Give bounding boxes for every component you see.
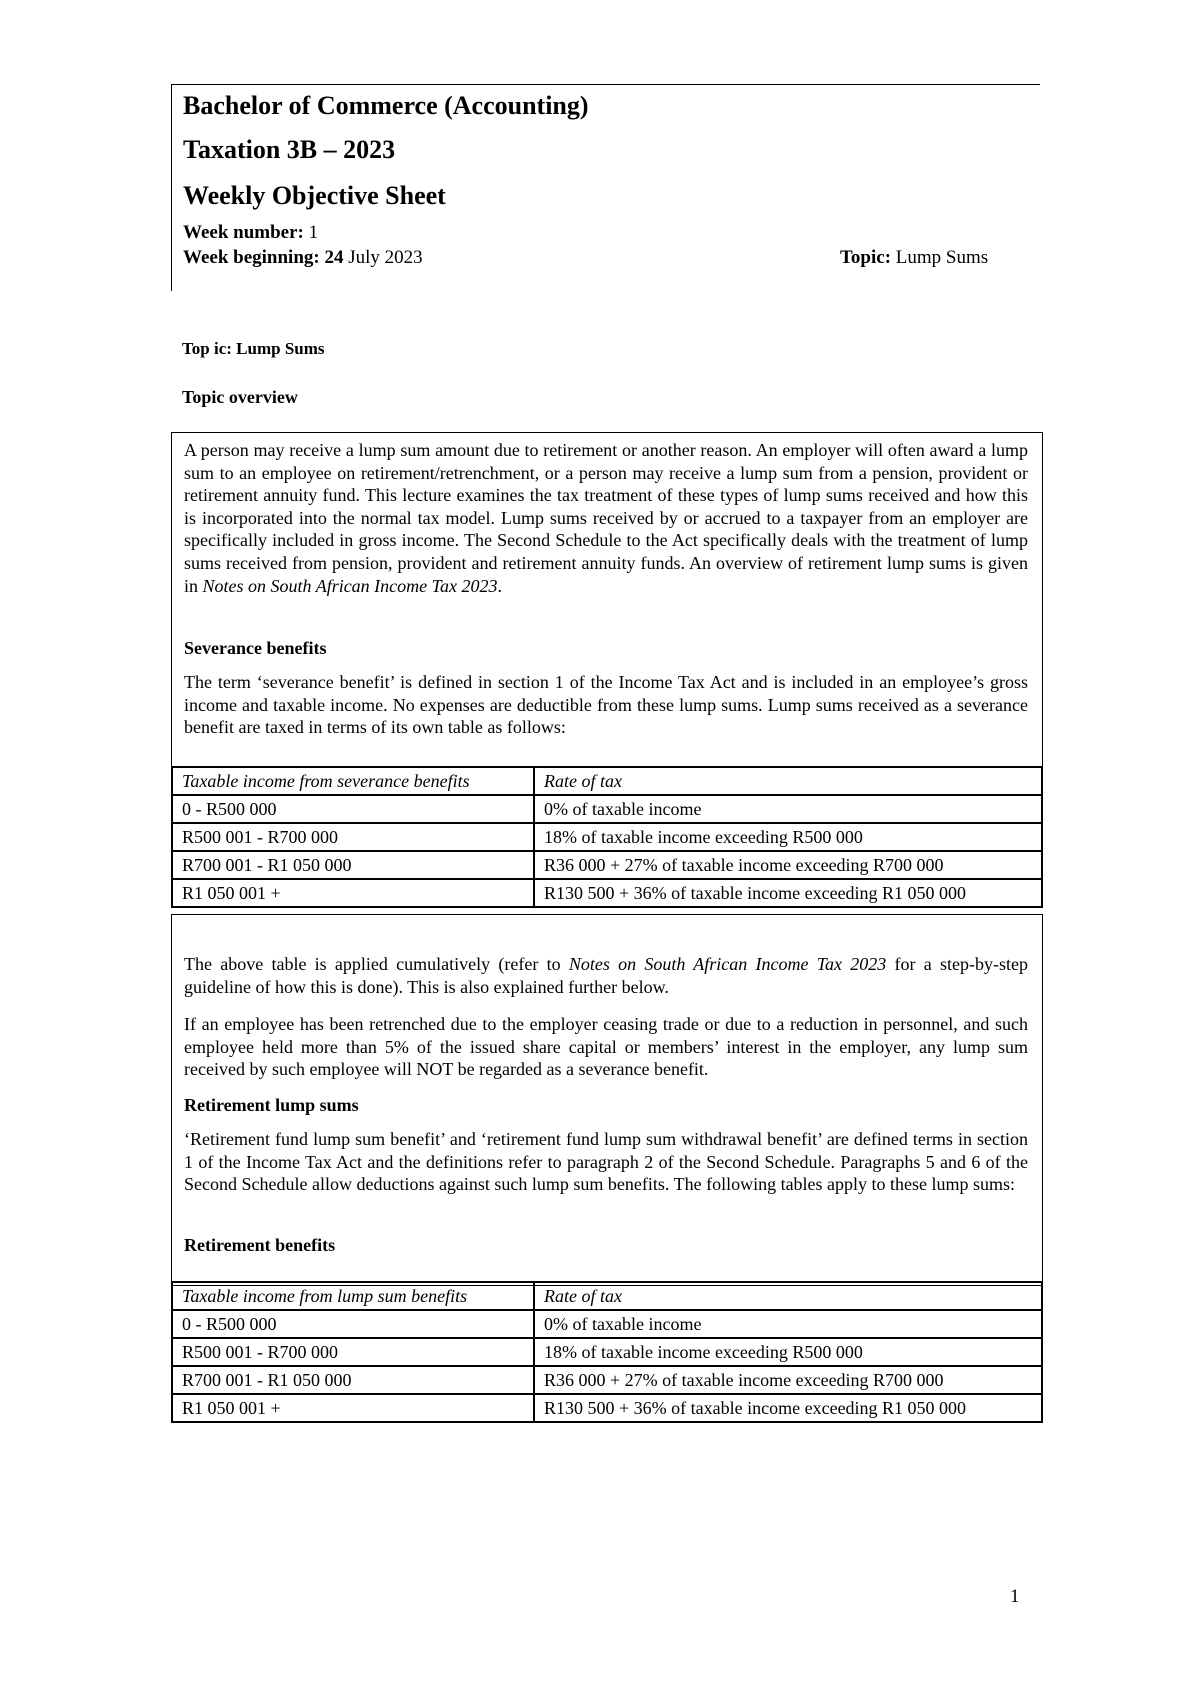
week-beginning-label: Week beginning: — [183, 247, 320, 268]
retrenchment-paragraph: If an employee has been retrenched due to the employer ceasing trade or due to a reduction in personnel, and such employee held more than 5% of the issued share capital or members’ interest in the employer, any lump sum received by such employee will NOT be regarded as a severance benefit. — [184, 1014, 1028, 1080]
table-cell: R130 500 + 36% of taxable income exceeding R1 050 000 — [534, 1394, 1042, 1422]
overview-heading: Topic overview — [182, 387, 298, 407]
retirement-heading: Retirement lump sums — [184, 1095, 359, 1115]
retirement-table — [171, 1281, 1043, 1423]
header-topic-value: Lump Sums — [895, 247, 989, 268]
table-cell: R36 000 + 27% of taxable income exceeding R700 000 — [534, 1366, 1042, 1394]
table-cell: R700 001 - R1 050 000 — [172, 1366, 534, 1394]
table-row — [172, 851, 1042, 879]
page-number: 1 — [1010, 1586, 1020, 1607]
table-row — [172, 1338, 1042, 1366]
table-cell: 18% of taxable income exceeding R500 000 — [534, 1338, 1042, 1366]
table-cell: 0 - R500 000 — [172, 795, 534, 823]
table-row — [172, 879, 1042, 907]
overview-paragraph — [184, 439, 1028, 597]
header-topic-label: Topic: — [840, 247, 892, 268]
overview-reference: Notes on South African Income Tax 2023 — [202, 575, 498, 596]
table-row — [172, 1366, 1042, 1394]
overview-box — [171, 432, 1043, 767]
week-beginning — [183, 247, 423, 269]
week-number-value: 1 — [308, 222, 319, 243]
table-row — [172, 795, 1042, 823]
table-cell: R500 001 - R700 000 — [172, 823, 534, 851]
table-cell: R36 000 + 27% of taxable income exceeding R700 000 — [534, 851, 1042, 879]
header-topic — [840, 247, 988, 269]
table-header-cell: Rate of tax — [534, 767, 1042, 795]
overview-text: A person may receive a lump sum amount due to retirement or another reason. An employer will often award a lump sum to an employee on retirement/retrenchment, or a person may receive a lump sum from a pension, provident or retirement annuity fund. This lecture examines the tax treatment of these types of lump sums received and how this is incorporated into the normal tax model. Lump sums received by or accrued to a taxpayer from an employer are specifically included in gross income. The Second Schedule to the Act specifically deals with the treatment of lump sums received from pension, provident and retirement annuity funds. An overview of retirement lump sums is given in — [184, 440, 1028, 596]
header-block — [171, 84, 1040, 291]
table-row — [172, 1394, 1042, 1422]
table-cell: 0% of taxable income — [534, 1310, 1042, 1338]
cumulative-paragraph — [184, 953, 1028, 998]
table-cell: 0% of taxable income — [534, 795, 1042, 823]
severance-paragraph: The term ‘severance benefit’ is defined in section 1 of the Income Tax Act and is included in an employee’s gross income and taxable income. No expenses are deductible from these lump sums. Lump sums received as a severance benefit are taxed in terms of its own table as follows: — [184, 672, 1028, 738]
table-header-row — [172, 1282, 1042, 1310]
retirement-box — [171, 914, 1043, 1286]
table-cell: R700 001 - R1 050 000 — [172, 851, 534, 879]
table-header-row — [172, 767, 1042, 795]
retirement-paragraph: ‘Retirement fund lump sum benefit’ and ‘retirement fund lump sum withdrawal benefit’ are defined terms in section 1 of the Income Tax Act and the definitions refer to paragraph 2 of the Second Schedule. Paragraphs 5 and 6 of the Second Schedule allow deductions against such lump sum benefits. The following tables apply to these lump sums: — [184, 1129, 1028, 1195]
overview-end: . — [497, 575, 503, 596]
degree-title: Bachelor of Commerce (Accounting) — [183, 91, 589, 120]
table-header-cell: Rate of tax — [534, 1282, 1042, 1310]
week-beginning-rest: July 2023 — [348, 247, 423, 268]
table-cell: R130 500 + 36% of taxable income exceeding R1 050 000 — [534, 879, 1042, 907]
table-cell: R500 001 - R700 000 — [172, 1338, 534, 1366]
topic-line: Top ic: Lump Sums — [182, 339, 325, 358]
course-title: Taxation 3B – 2023 — [183, 135, 396, 164]
table-row — [172, 1310, 1042, 1338]
sheet-title: Weekly Objective Sheet — [183, 181, 446, 210]
table-cell: R1 050 001 + — [172, 879, 534, 907]
cumulative-text: The above table is applied cumulatively (refer to — [184, 954, 569, 974]
retirement-benefits-heading: Retirement benefits — [184, 1235, 336, 1255]
table-row — [172, 823, 1042, 851]
table-cell: R1 050 001 + — [172, 1394, 534, 1422]
severance-heading: Severance benefits — [184, 638, 327, 658]
week-number-label: Week number: — [183, 222, 304, 243]
table-cell: 0 - R500 000 — [172, 1310, 534, 1338]
cumulative-text-end: for a step-by-step guideline of how this is done). This is also explained further below. — [184, 954, 1028, 997]
severance-table — [171, 766, 1043, 908]
table-header-cell: Taxable income from lump sum benefits — [172, 1282, 534, 1310]
table-header-cell: Taxable income from severance benefits — [172, 767, 534, 795]
table-cell: 18% of taxable income exceeding R500 000 — [534, 823, 1042, 851]
week-number — [183, 222, 318, 244]
week-beginning-day: 24 — [324, 247, 344, 268]
cumulative-reference: Notes on South African Income Tax 2023 — [568, 954, 887, 974]
